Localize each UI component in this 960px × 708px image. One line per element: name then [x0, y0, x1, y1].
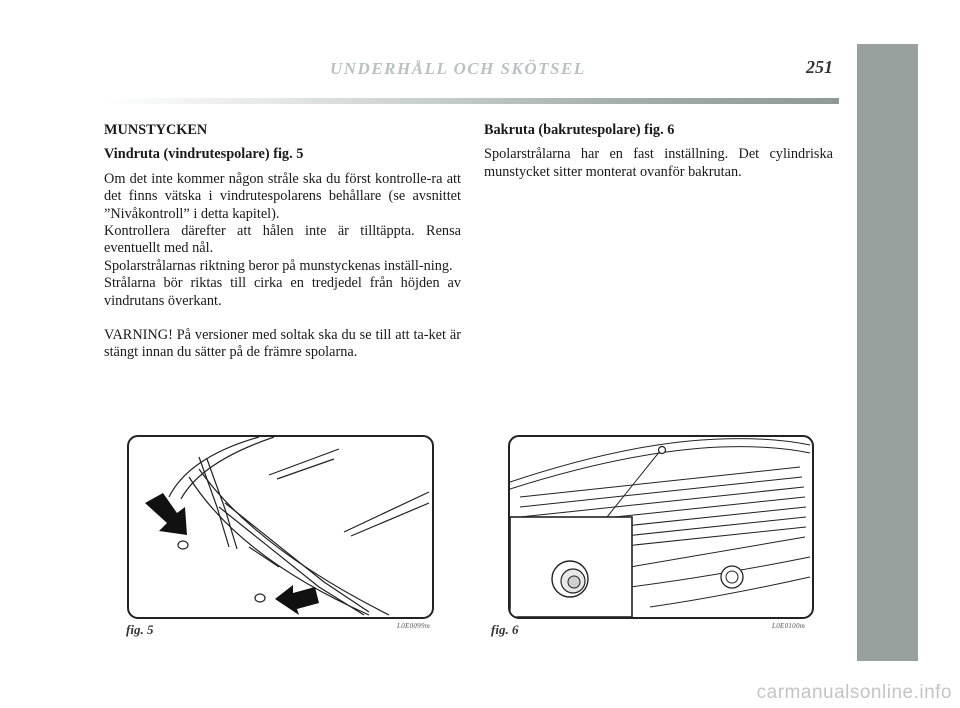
brand-badge-icon [721, 566, 743, 588]
figure-5-windscreen-nozzles [127, 435, 434, 619]
figure-5-caption: fig. 5 [126, 622, 154, 637]
nozzle-icon [659, 447, 666, 454]
paragraph: Om det inte kommer någon stråle ska du först kontrolle-ra att det finns vätska i vindrutespolarens behållare (se avsnittet ”Nivåkontroll” i detta kapitel). [104, 170, 461, 222]
windscreen-illustration [129, 437, 432, 617]
section-heading: MUNSTYCKEN [104, 122, 208, 138]
page-number: 251 [806, 57, 833, 77]
nozzle-icon [178, 541, 188, 549]
left-column [104, 122, 461, 362]
paragraph: Spolarstrålarnas riktning beror på munstyckenas inställ-ning. [104, 257, 453, 274]
chapter-title: UNDERHÅLL OCH SKÖTSEL [330, 59, 586, 78]
figure-5-code: L0E0099m [397, 622, 431, 630]
watermark: carmanualsonline.info [756, 682, 952, 703]
arrow-down-right-icon [145, 493, 187, 535]
rear-window-illustration [510, 437, 812, 617]
figure-6-code: L0E0100m [772, 622, 806, 630]
figure-6-rear-nozzle [508, 435, 814, 619]
chapter-sidebar-tab [857, 44, 918, 661]
arrow-left-icon [275, 585, 319, 615]
figure-6-caption: fig. 6 [491, 622, 519, 637]
header-rule [104, 98, 839, 104]
paragraph: Kontrollera därefter att hålen inte är tilltäppta. Rensa eventuellt med nål. [104, 223, 461, 257]
paragraph: Spolarstrålarna har en fast inställning. Det cylindriska munstycket sitter monterat ovanför bakrutan. [484, 146, 833, 180]
right-column [484, 122, 833, 181]
warning-paragraph: VARNING! På versioner med soltak ska du se till att ta-ket är stängt innan du sätter på de främre spolarna. [104, 327, 461, 361]
rear-window-subheading: Bakruta (bakrutespolare) fig. 6 [484, 122, 675, 138]
windscreen-subheading: Vindruta (vindrutespolare) fig. 5 [104, 146, 304, 163]
nozzle-icon [255, 594, 265, 602]
nozzle-detail-inset [510, 517, 632, 617]
paragraph: Strålarna bör riktas till cirka en tredjedel från höjden av vindrutans överkant. [104, 275, 461, 309]
